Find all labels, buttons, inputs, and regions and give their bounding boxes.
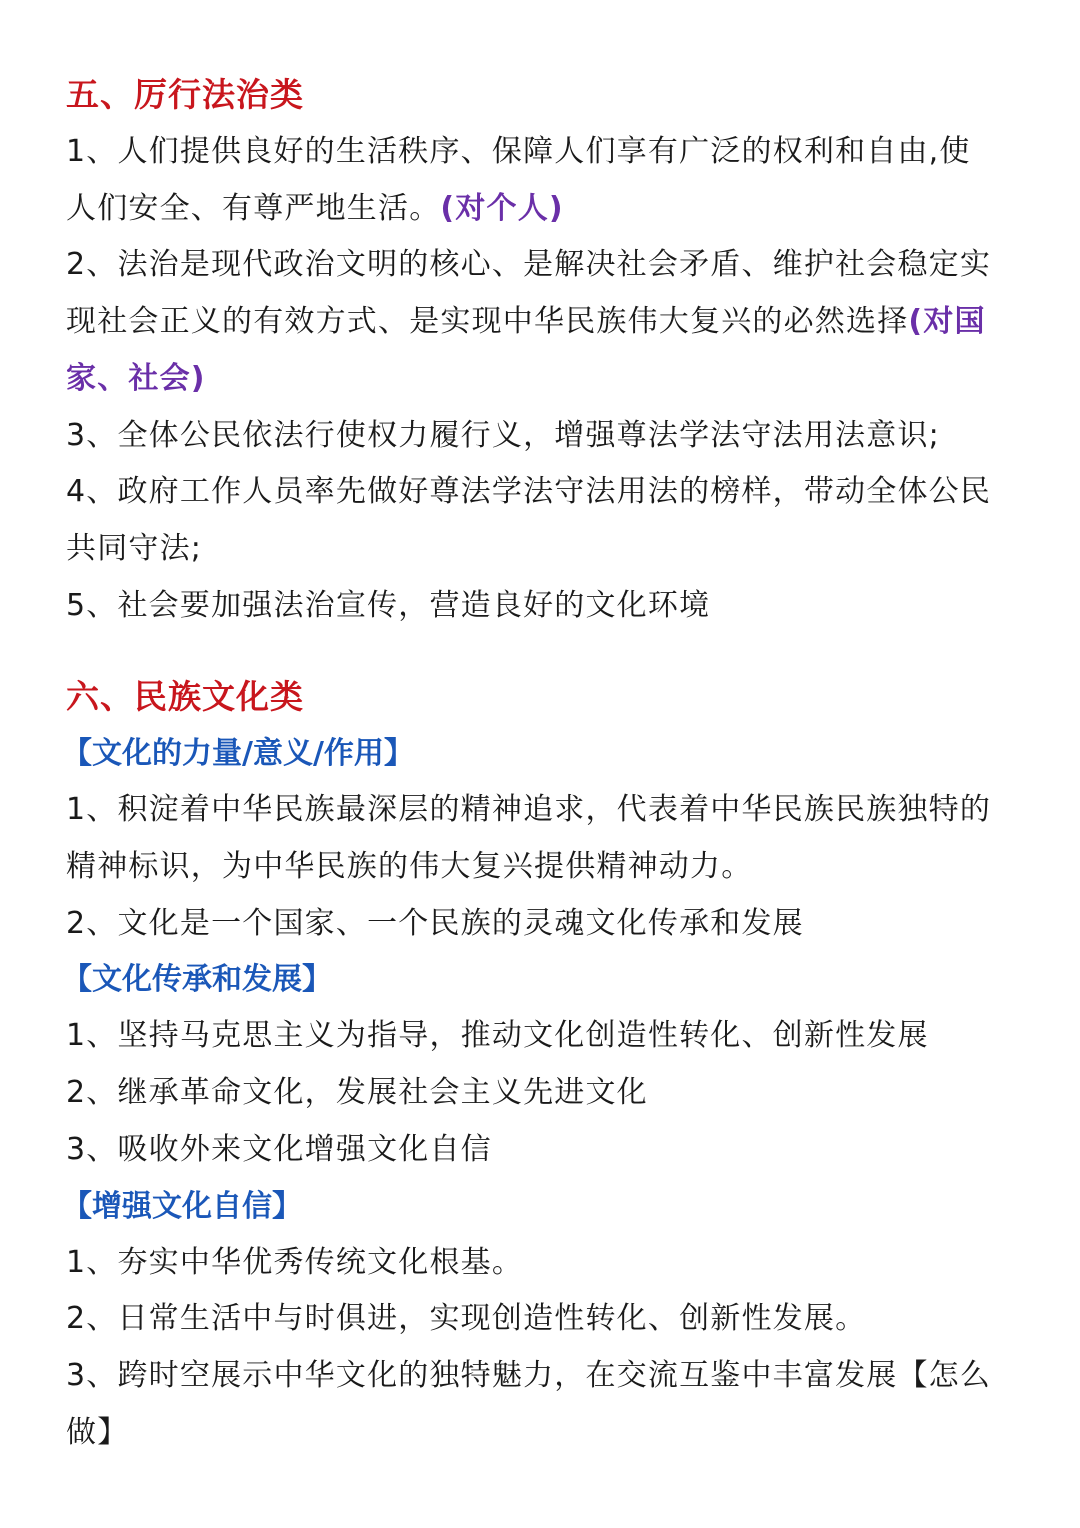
list-item: 5、社会要加强法治宣传，营造良好的文化环境 — [66, 587, 711, 623]
note-country: (对国 — [908, 304, 986, 340]
item-text: 1、积淀着中华民族最深层的精神追求，代表着中华民族民族独特的 — [66, 792, 992, 828]
section-gap — [66, 634, 1014, 668]
list-item: 2、继承革命文化，发展社会主义先进文化 — [66, 1075, 648, 1111]
item-text: 3、跨时空展示中华文化的独特魅力，在交流互鉴中丰富发展【怎么 — [66, 1357, 992, 1393]
list-item — [66, 181, 1014, 238]
list-item — [66, 124, 1014, 181]
list-item — [66, 237, 1014, 294]
note-individual: (对个人) — [440, 190, 564, 226]
list-item — [66, 1348, 1014, 1405]
list-item: 3、全体公民依法行使权力履行义，增强尊法学法守法用法意识; — [66, 417, 940, 453]
subheading-culture-confidence: 【增强文化自信】 — [62, 1188, 302, 1224]
subheading-culture-heritage: 【文化传承和发展】 — [62, 962, 332, 998]
item-text: 1、人们提供良好的生活秩序、保障人们享有广泛的权利和自由,使 — [66, 134, 971, 169]
list-item: 1、坚持马克思主义为指导，推动文化创造性转化、创新性发展 — [66, 1018, 929, 1054]
list-item — [66, 521, 1014, 578]
list-item: 2、文化是一个国家、一个民族的灵魂文化传承和发展 — [66, 905, 804, 941]
section-title-rule-of-law: 五、厉行法治类 — [66, 75, 304, 114]
list-item: 3、吸收外来文化增强文化自信 — [66, 1131, 492, 1167]
item-text: 共同守法; — [66, 530, 203, 566]
note-society: 家、社会) — [66, 360, 206, 396]
list-item — [66, 294, 1014, 351]
item-text: 2、法治是现代政治文明的核心、是解决社会矛盾、维护社会稳定实 — [66, 247, 992, 283]
list-item: 1、夯实中华优秀传统文化根基。 — [66, 1244, 524, 1280]
list-item — [66, 1405, 1014, 1462]
item-text: 4、政府工作人员率先做好尊法学法守法用法的榜样，带动全体公民 — [66, 474, 992, 510]
list-item: 2、日常生活中与时俱进，实现创造性转化、创新性发展。 — [66, 1301, 867, 1337]
item-text: 做】 — [66, 1414, 129, 1450]
list-item — [66, 782, 1014, 839]
list-item — [66, 464, 1014, 521]
list-item — [66, 351, 1014, 408]
section-title-national-culture: 六、民族文化类 — [66, 677, 304, 717]
item-text: 精神标识，为中华民族的伟大复兴提供精神动力。 — [66, 849, 753, 885]
item-text: 现社会正义的有效方式、是实现中华民族伟大复兴的必然选择 — [66, 304, 909, 340]
item-text: 人们安全、有尊严地生活。 — [66, 190, 441, 226]
subheading-culture-power: 【文化的力量/意义/作用】 — [62, 736, 414, 772]
list-item — [66, 839, 1014, 896]
